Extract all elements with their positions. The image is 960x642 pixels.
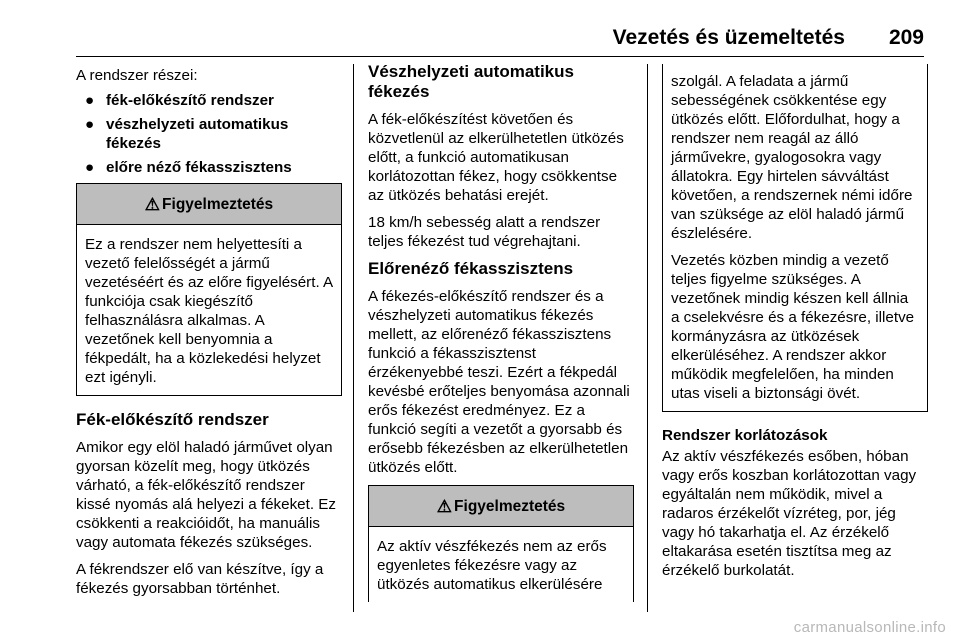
paragraph: A fékrendszer elő van készítve, így a fékezés gyorsabban történhet. — [76, 561, 324, 597]
warning-title: Figyelmeztetés — [454, 497, 566, 515]
paragraph: Amikor egy elöl haladó járművet olyan gyorsan közelít meg, hogy ütközés várható, a fék-előkészítő rendszer kissé nyomás alá helyezi a fékeket. Ez csökkenti a reakcióidőt, ha manuális vagy automata fékezés szükséges. — [76, 439, 336, 551]
component-list — [76, 91, 342, 177]
warning-continuation — [663, 64, 927, 411]
page-title: Vezetés és üzemeltetés — [612, 26, 845, 49]
warning-text: Vezetés közben mindig a vezető teljes figyelme szükséges. A vezetőnek mindig készen kell állnia a cselekvésre és a fékezésre, illetve kormányzásra az ütközések elkerüléséhez. A rendszer akkor működik megfelelően, ha minden utas viseli a biztonsági övét. — [671, 252, 915, 402]
section-heading-forward-brake-assist: Előrenéző fékasszisztens — [368, 259, 574, 278]
intro-text: A rendszer részei: — [76, 67, 198, 84]
warning-triangle-icon: ⚠ — [436, 496, 453, 516]
header-rule — [76, 56, 924, 57]
bullet-icon: ● — [85, 92, 95, 109]
warning-title: Figyelmeztetés — [162, 195, 274, 213]
warning-box — [368, 485, 634, 602]
warning-header — [369, 486, 633, 527]
list-item: ● vészhelyzeti automatikus fékezés — [85, 116, 289, 152]
list-item: ● előre néző fékasszisztens — [85, 159, 292, 176]
page-number: 209 — [888, 26, 924, 49]
column-3 — [662, 64, 928, 588]
paragraph: A fék-előkészítést követően és közvetlenül az elkerülhetetlen ütközés előtt, a funkció automatikusan korlátozottan fékez, hogy csökkentse az ütközés behatási erejét. — [368, 111, 624, 204]
list-item: ● fék-előkészítő rendszer — [85, 92, 274, 109]
section-heading-limitations: Rendszer korlátozások — [662, 427, 828, 444]
paragraph: 18 km/h sebesség alatt a rendszer teljes fékezést tud végrehajtani. — [368, 214, 601, 250]
column-1 — [76, 62, 342, 606]
warning-triangle-icon: ⚠ — [144, 194, 161, 214]
warning-box — [76, 183, 342, 396]
column-divider-1 — [353, 64, 354, 612]
watermark: carmanualsonline.info — [793, 619, 946, 636]
warning-text: Ez a rendszer nem helyettesíti a vezető felelősségét a jármű vezetéséért és az előre figyelésért. A funkciója csak kiegészítő felhasználásra alkalmas. A vezetőnek kell benyomnia a fékpedált, ha a közlekedési helyzet ezt igényli. — [85, 236, 333, 386]
warning-header — [77, 184, 341, 225]
column-divider-2 — [647, 64, 648, 612]
paragraph: A fékezés-előkészítő rendszer és a vészhelyzeti automatikus fékezés mellett, az előrenéző fékasszisztens funkció a fékasszisztenst érzékenyebbé teszi. Ezért a fékpedál kevésbé erőteljes benyomása azonnali erős fékezést eredményez. Ez a funkció segíti a vezetőt a gyorsabb és erősebb fékezésben az elkerülhetetlen ütközés előtt. — [368, 288, 630, 476]
column-2 — [368, 62, 634, 616]
paragraph: Az aktív vészfékezés esőben, hóban vagy erős koszban korlátozottan vagy egyáltalán nem működik, mivel a radaros érzékelőt vízréteg, por, jég vagy hó takarhatja el. Az érzékelő eltakarása esetén tisztítsa meg az érzékelő burkolatát. — [662, 448, 917, 579]
warning-text: szolgál. A feladata a jármű sebességének csökkentése egy ütközés előtt. Előfordulhat, hogy a rendszer nem reagál az álló járművekre, gyalogosokra vagy állatokra. Egy hirtelen sávváltást követően, a rendszernek némi időre van szüksége az elöl haladó jármű észlelésére. — [671, 73, 913, 242]
warning-text: Az aktív vészfékezés nem az erős egyenletes fékezésre vagy az ütközés automatikus elkerülésére — [377, 538, 607, 593]
section-heading-emergency-braking: Vészhelyzeti automatikus fékezés — [368, 62, 574, 101]
bullet-icon: ● — [85, 159, 95, 176]
page-header — [76, 26, 924, 56]
section-heading-brake-prep: Fék-előkészítő rendszer — [76, 410, 269, 429]
bullet-icon: ● — [85, 116, 95, 133]
warning-box-continued — [662, 64, 928, 412]
